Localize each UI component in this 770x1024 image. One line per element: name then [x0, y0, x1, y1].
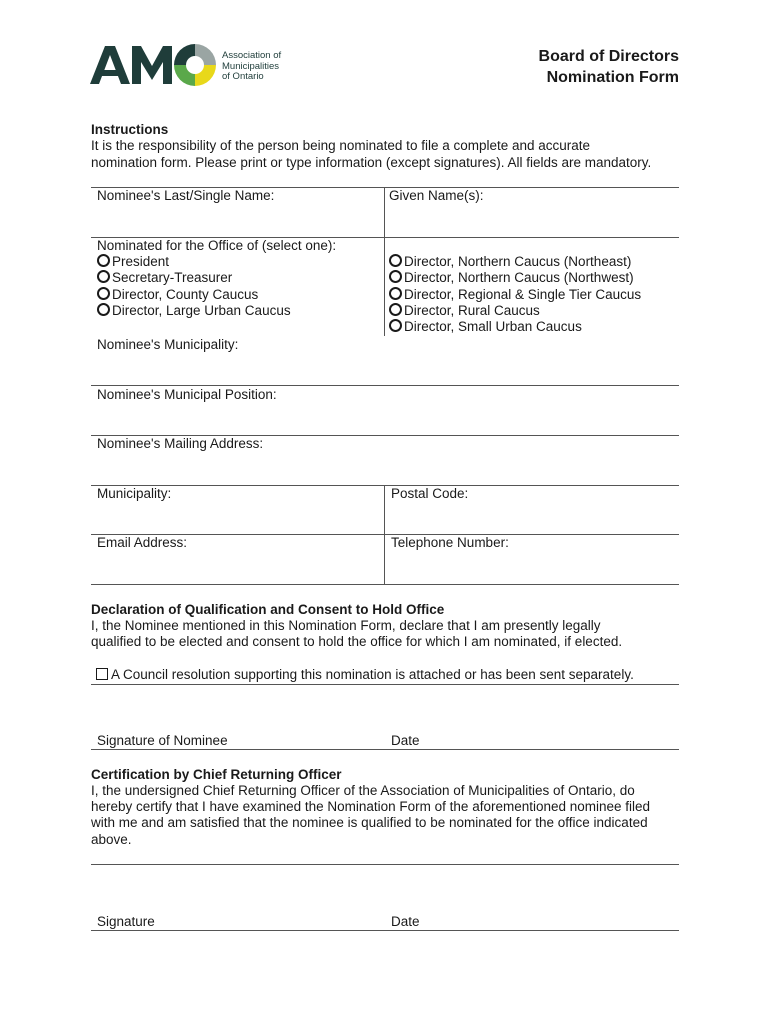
divider [91, 385, 679, 386]
declaration-line1: I, the Nominee mentioned in this Nomination Form, declare that I am presently legally [91, 618, 601, 633]
nominee-date-label: Date [391, 733, 420, 748]
radio-circle-icon [97, 254, 110, 267]
divider [91, 864, 679, 865]
radio-rural-caucus[interactable] [389, 303, 540, 320]
logo-org-line2: Municipalities [222, 60, 280, 72]
amo-logo [90, 40, 290, 90]
certification-line4: above. [91, 832, 132, 847]
radio-circle-icon [389, 254, 402, 267]
divider [384, 237, 385, 336]
radio-northern-northeast[interactable] [389, 254, 631, 271]
checkbox-icon [96, 668, 108, 680]
amo-logo-graphic [90, 40, 220, 90]
logo-org-line1: Association of [222, 50, 282, 61]
radio-secretary-treasurer[interactable] [97, 270, 232, 287]
mailing-address-field[interactable]: Nominee's Mailing Address: [97, 436, 264, 451]
nominee-signature-line [91, 749, 679, 750]
radio-label: Director, County Caucus [112, 287, 259, 302]
radio-circle-icon [97, 287, 110, 300]
radio-label: Director, Northern Caucus (Northeast) [404, 254, 632, 269]
form-title-line2: Nomination Form [546, 69, 679, 86]
nominee-signature-label: Signature of Nominee [97, 733, 228, 748]
radio-circle-icon [389, 287, 402, 300]
radio-label: Secretary-Treasurer [112, 270, 233, 285]
email-field[interactable]: Email Address: [97, 535, 188, 550]
logo-org-name [222, 51, 281, 83]
instructions-heading: Instructions [91, 122, 169, 137]
radio-small-urban-caucus[interactable] [389, 319, 582, 336]
instructions-line1: It is the responsibility of the person being nominated to file a complete and accurate [91, 138, 591, 153]
last-name-field[interactable]: Nominee's Last/Single Name: [97, 188, 275, 203]
certification-line3: with me and am satisfied that the nominee is qualified to be nominated for the office indicated [91, 815, 648, 830]
radio-county-caucus[interactable] [97, 287, 258, 304]
radio-northern-northwest[interactable] [389, 270, 634, 287]
postal-code-field[interactable]: Postal Code: [391, 486, 469, 501]
certification-line1: I, the undersigned Chief Returning Officer of the Association of Municipalities of Ontario, do [91, 783, 635, 798]
radio-large-urban-caucus[interactable] [97, 303, 291, 320]
radio-label: Director, Regional & Single Tier Caucus [404, 287, 642, 302]
declaration-line2: qualified to be elected and consent to hold the office for which I am nominated, if elected. [91, 634, 623, 649]
office-label: Nominated for the Office of (select one): [97, 238, 337, 253]
municipal-position-field[interactable]: Nominee's Municipal Position: [97, 387, 277, 402]
radio-label: Director, Small Urban Caucus [404, 319, 582, 334]
logo-org-line3: of Ontario [222, 71, 264, 82]
divider [91, 485, 679, 486]
divider [91, 684, 679, 685]
declaration-heading: Declaration of Qualification and Consent to Hold Office [91, 602, 445, 617]
radio-label: Director, Large Urban Caucus [112, 303, 291, 318]
radio-label: Director, Northern Caucus (Northwest) [404, 270, 634, 285]
instructions-line2: nomination form. Please print or type information (except signatures). All fields are mandatory. [91, 155, 652, 170]
radio-label: President [112, 254, 170, 269]
cro-signature-label: Signature [97, 914, 155, 929]
council-resolution-checkbox[interactable] [96, 667, 634, 684]
municipality-field[interactable]: Municipality: [97, 486, 172, 501]
cro-date-label: Date [391, 914, 420, 929]
telephone-field[interactable]: Telephone Number: [391, 535, 509, 550]
given-names-field[interactable]: Given Name(s): [389, 188, 484, 203]
certification-line2: hereby certify that I have examined the Nomination Form of the aforementioned nominee filed [91, 799, 651, 814]
radio-label: Director, Rural Caucus [404, 303, 540, 318]
cro-signature-line [91, 930, 679, 931]
divider [384, 187, 385, 237]
radio-circle-icon [97, 270, 110, 283]
divider [91, 584, 679, 585]
radio-circle-icon [97, 303, 110, 316]
nominee-municipality-field[interactable]: Nominee's Municipality: [97, 337, 239, 352]
radio-circle-icon [389, 319, 402, 332]
checkbox-label: A Council resolution supporting this nomination is attached or has been sent separately. [111, 667, 634, 682]
radio-circle-icon [389, 270, 402, 283]
radio-circle-icon [389, 303, 402, 316]
radio-regional-single-tier[interactable] [389, 287, 641, 304]
radio-president[interactable] [97, 254, 169, 271]
form-title-line1: Board of Directors [538, 48, 679, 65]
certification-heading: Certification by Chief Returning Officer [91, 767, 342, 782]
